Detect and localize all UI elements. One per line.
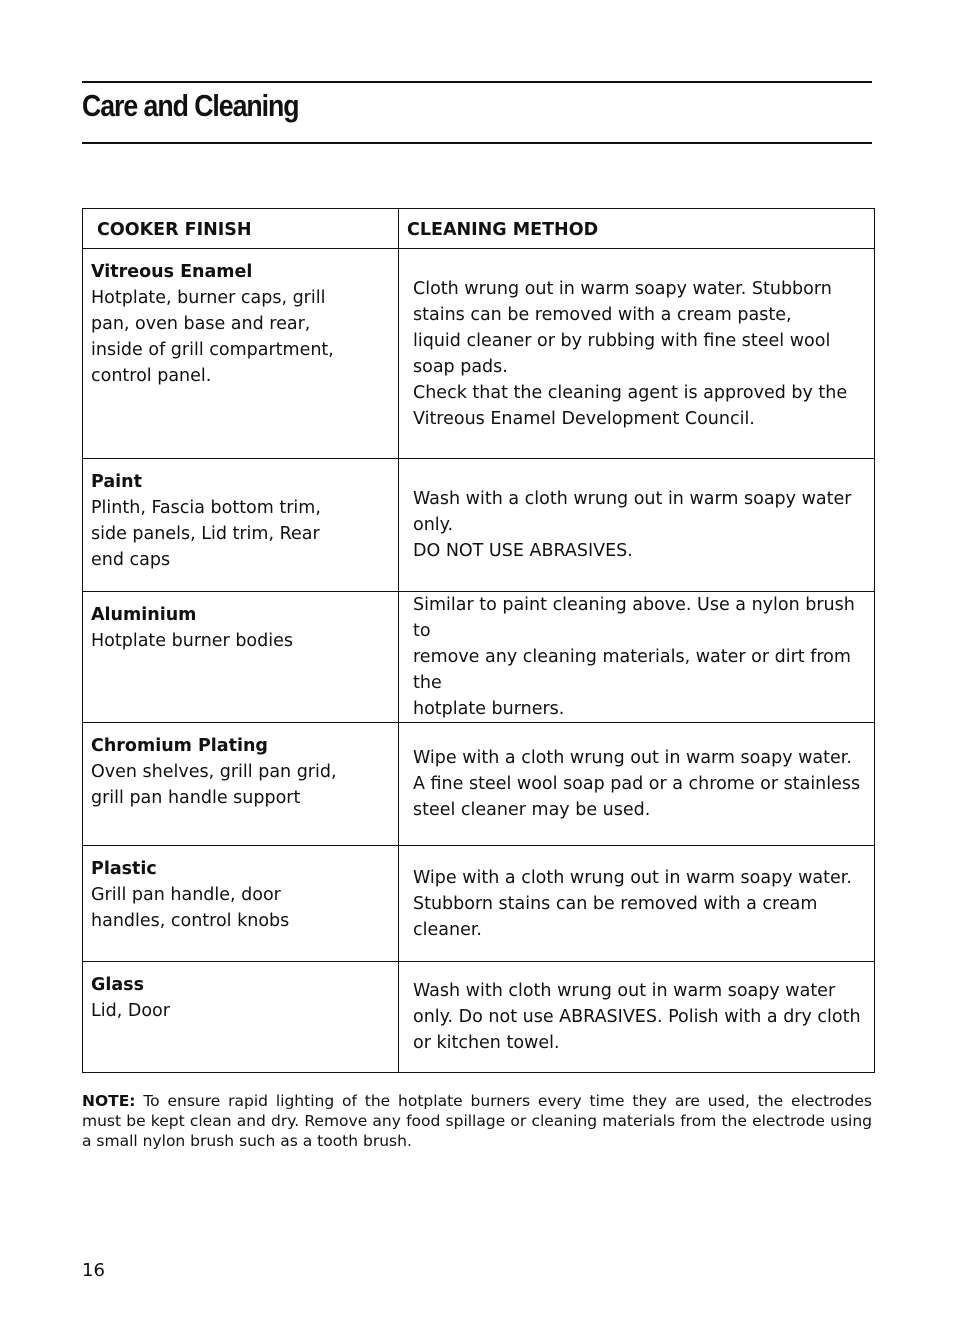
material-parts-line: Hotplate burner bodies [91, 631, 293, 651]
page-title: Care and Cleaning [82, 88, 299, 123]
cooker-finish-cell [83, 846, 399, 962]
cleaning-method-cell [399, 459, 875, 592]
material-parts-line: Lid, Door [91, 1001, 170, 1021]
cleaning-method-line: steel cleaner may be used. [413, 800, 651, 820]
cleaning-method-line: stains can be removed with a cream paste, [413, 304, 792, 325]
title-top-rule [82, 81, 872, 83]
table-row [83, 723, 875, 846]
material-parts-line: handles, control knobs [91, 911, 290, 931]
cooker-finish-cell [83, 723, 399, 846]
cleaning-method-line: soap pads. [413, 356, 508, 377]
cleaning-method-line: Check that the cleaning agent is approved by the [413, 382, 848, 403]
table-row [83, 592, 875, 723]
table-row [83, 249, 875, 459]
cleaning-table [82, 208, 875, 1073]
cleaning-method-line: Vitreous Enamel Development Council. [413, 408, 755, 429]
cleaning-method-cell [399, 592, 875, 723]
cleaning-method-line: remove any cleaning materials, water or dirt from the [413, 647, 851, 693]
material-parts-line: side panels, Lid trim, Rear [91, 524, 320, 544]
cleaning-method-line: Stubborn stains can be removed with a cream [413, 893, 818, 914]
cleaning-method-line: Wash with cloth wrung out in warm soapy water [413, 981, 836, 1001]
material-name: Aluminium [91, 605, 197, 625]
material-parts-line: pan, oven base and rear, [91, 314, 311, 334]
page-number: 16 [82, 1260, 105, 1281]
material-name: Chromium Plating [91, 736, 268, 756]
cleaning-method-cell [399, 846, 875, 962]
material-parts-line: Plinth, Fascia bottom trim, [91, 498, 321, 518]
cooker-finish-cell [83, 962, 399, 1073]
cleaning-method-line: Wash with a cloth wrung out in warm soapy water [413, 489, 852, 509]
material-parts-line: inside of grill compartment, [91, 340, 334, 360]
note-paragraph [82, 1091, 872, 1151]
material-name: Plastic [91, 859, 157, 879]
cleaning-method-line: cleaner. [413, 919, 482, 940]
material-name: Paint [91, 472, 142, 492]
cooker-finish-cell [83, 459, 399, 592]
cleaning-method-line: only. [413, 515, 454, 535]
table-body [83, 249, 875, 1073]
table-header-row [83, 209, 875, 249]
header-cleaning-method: CLEANING METHOD [399, 209, 875, 249]
cleaning-method-cell [399, 723, 875, 846]
table-row [83, 459, 875, 592]
cleaning-method-cell [399, 249, 875, 459]
material-name: Glass [91, 975, 145, 995]
cleaning-method-line: liquid cleaner or by rubbing with fine steel wool [413, 330, 831, 351]
cleaning-method-cell [399, 962, 875, 1073]
cleaning-method-line: Cloth wrung out in warm soapy water. Stubborn [413, 278, 832, 299]
cleaning-method-line: only. Do not use ABRASIVES. Polish with a dry cloth [413, 1007, 861, 1027]
title-bottom-rule [82, 142, 872, 144]
cooker-finish-cell [83, 592, 399, 723]
cleaning-method-line: Wipe with a cloth wrung out in warm soapy water. [413, 867, 852, 888]
note-text: To ensure rapid lighting of the hotplate burners every time they are used, the electrodes must be kept clean and dry. Remove any food spillage or cleaning materials from the electrode using a small nylon brush such as a tooth brush. [82, 1092, 872, 1150]
note-label: NOTE: [82, 1092, 136, 1110]
table-row [83, 846, 875, 962]
cleaning-method-line: Similar to paint cleaning above. Use a nylon brush to [413, 595, 855, 641]
cleaning-method-line: hotplate burners. [413, 699, 565, 719]
material-parts-line: grill pan handle support [91, 788, 301, 808]
cleaning-method-line: DO NOT USE ABRASIVES. [413, 541, 633, 561]
header-cooker-finish: COOKER FINISH [83, 209, 399, 249]
cleaning-method-line: A fine steel wool soap pad or a chrome or stainless [413, 774, 861, 794]
material-parts-line: Hotplate, burner caps, grill [91, 288, 326, 308]
cleaning-method-line: Wipe with a cloth wrung out in warm soapy water. [413, 748, 852, 768]
cooker-finish-cell [83, 249, 399, 459]
material-name: Vitreous Enamel [91, 262, 253, 282]
material-parts-line: Grill pan handle, door [91, 885, 281, 905]
table-row [83, 962, 875, 1073]
cleaning-method-line: or kitchen towel. [413, 1033, 560, 1053]
material-parts-line: end caps [91, 550, 171, 570]
material-parts-line: Oven shelves, grill pan grid, [91, 762, 337, 782]
material-parts-line: control panel. [91, 366, 212, 386]
